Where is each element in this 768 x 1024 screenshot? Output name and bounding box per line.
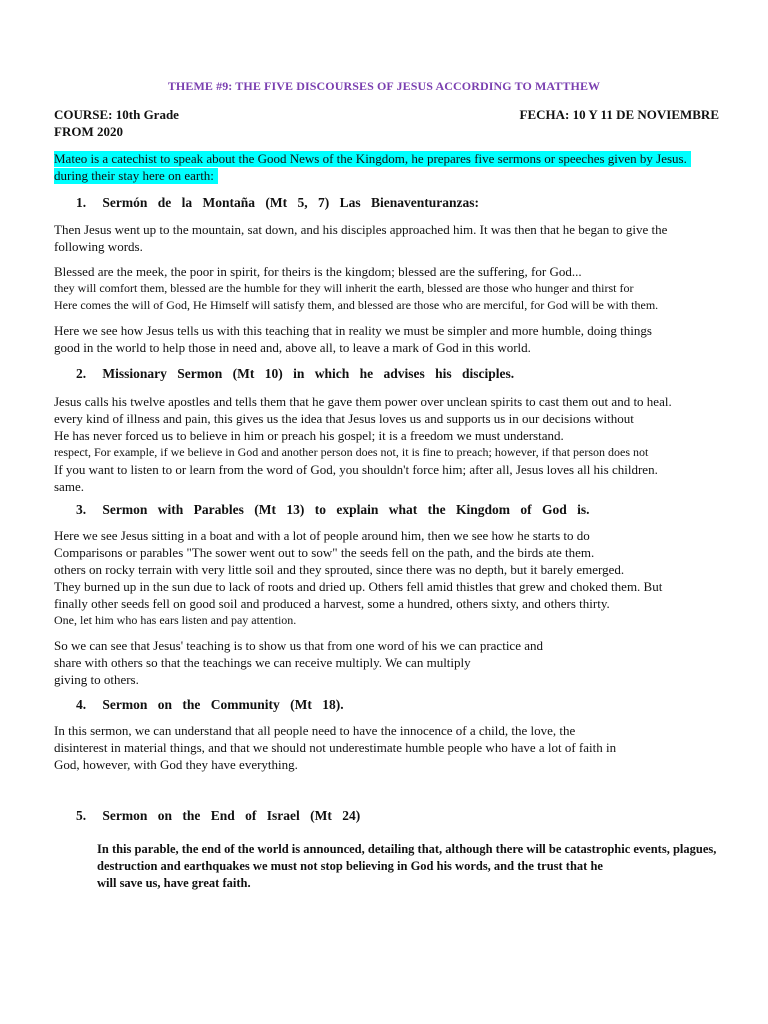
section-title: Sermon with Parables (Mt 13) to explain what the Kingdom of God is. (102, 502, 590, 517)
text-line: giving to others. (54, 672, 139, 687)
text-line: good in the world to help those in need and, above all, to leave a mark of God in this world. (54, 340, 531, 355)
text-line: They burned up in the sun due to lack of roots and dried up. Others fell amid thistles that grew and choked them. But (54, 579, 663, 594)
section-3-paragraph-2 (54, 637, 734, 688)
text-line: Comparisons or parables "The sower went out to sow" the seeds fell on the path, and the birds ate them. (54, 545, 595, 560)
section-title: Sermon on the Community (Mt 18). (102, 697, 344, 712)
text-line: So we can see that Jesus' teaching is to show us that from one word of his we can practice and (54, 638, 543, 653)
section-5-paragraph-1 (97, 841, 737, 892)
page-title: THEME #9: THE FIVE DISCOURSES OF JESUS ACCORDING TO MATTHEW (167, 79, 601, 93)
section-4-paragraph-1 (54, 722, 734, 773)
text-line: Here we see Jesus sitting in a boat and with a lot of people around him, then we see how he starts to do (54, 528, 590, 543)
text-line: others on rocky terrain with very little soil and they sprouted, since there was no depth, but it barely emerged. (54, 562, 625, 577)
text-line: respect, For example, if we believe in God and another person does not, it is fine to preach; however, if that person does not (54, 445, 649, 459)
text-line: Here we see how Jesus tells us with this teaching that in reality we must be simpler and more humble, doing things (54, 323, 652, 338)
text-line: Here comes the will of God, He Himself will satisfy them, and blessed are those who are merciful, for God will be with them. (54, 298, 659, 312)
text-line: finally other seeds fell on good soil and produced a harvest, some a hundred, others sixty, and others thirty. (54, 596, 610, 611)
text-line: same. (54, 479, 84, 494)
section-heading-1 (76, 195, 479, 211)
text-line: In this sermon, we can understand that all people need to have the innocence of a child, the love, the (54, 723, 576, 738)
text-line: One, let him who has ears listen and pay attention. (54, 613, 297, 627)
text-line: every kind of illness and pain, this gives us the idea that Jesus loves us and supports us in our decisions without (54, 411, 634, 426)
section-number: 4. (76, 697, 87, 712)
section-number: 5. (76, 808, 87, 823)
text-line: disinterest in material things, and that we should not underestimate humble people who have a lot of faith in (54, 740, 617, 755)
highlighted-intro-line-2: during their stay here on earth: (54, 168, 218, 184)
section-heading-2 (76, 366, 514, 382)
text-line: Then Jesus went up to the mountain, sat down, and his disciples approached him. It was then that he began to give the (54, 222, 668, 237)
section-heading-3 (76, 502, 590, 518)
section-1-paragraph-1 (54, 221, 734, 255)
text-line: Jesus calls his twelve apostles and tells them that he gave them power over unclean spirits to cast them out and to heal. (54, 394, 672, 409)
section-number: 1. (76, 195, 87, 210)
from-label: FROM 2020 (54, 124, 123, 139)
section-3-paragraph-1 (54, 527, 734, 629)
text-line: they will comfort them, blessed are the humble for they will inherit the earth, blessed are those who hunger and thirst for (54, 281, 634, 295)
section-heading-4 (76, 697, 344, 713)
text-line: destruction and earthquakes we must not stop believing in God his words, and the trust that he (97, 859, 603, 873)
highlighted-intro-line-1: Mateo is a catechist to speak about the Good News of the Kingdom, he prepares five sermons or speeches given by Jesus. (54, 151, 691, 167)
section-1-paragraph-3 (54, 322, 734, 356)
text-line: He has never forced us to believe in him or preach his gospel; it is a freedom we must understand. (54, 428, 564, 443)
text-line: following words. (54, 239, 143, 254)
section-title: Sermón de la Montaña (Mt 5, 7) Las Bienaventuranzas: (102, 195, 479, 210)
text-line: If you want to listen to or learn from the word of God, you shouldn't force him; after all, Jesus loves all his children. (54, 462, 658, 477)
section-2-paragraph-1 (54, 393, 734, 495)
section-number: 2. (76, 366, 87, 381)
section-number: 3. (76, 502, 87, 517)
section-heading-5 (76, 808, 360, 824)
section-title: Sermon on the End of Israel (Mt 24) (102, 808, 361, 823)
text-line: In this parable, the end of the world is announced, detailing that, although there will be catastrophic events, plagues, (97, 842, 717, 856)
date-label: FECHA: 10 Y 11 DE NOVIEMBRE (519, 107, 719, 122)
section-1-paragraph-2 (54, 263, 734, 314)
course-label: COURSE: 10th Grade (54, 107, 179, 122)
text-line: will save us, have great faith. (97, 876, 251, 890)
text-line: share with others so that the teachings we can receive multiply. We can multiply (54, 655, 471, 670)
text-line: Blessed are the meek, the poor in spirit, for theirs is the kingdom; blessed are the suffering, for God... (54, 264, 582, 279)
section-title: Missionary Sermon (Mt 10) in which he advises his disciples. (102, 366, 515, 381)
text-line: God, however, with God they have everything. (54, 757, 298, 772)
